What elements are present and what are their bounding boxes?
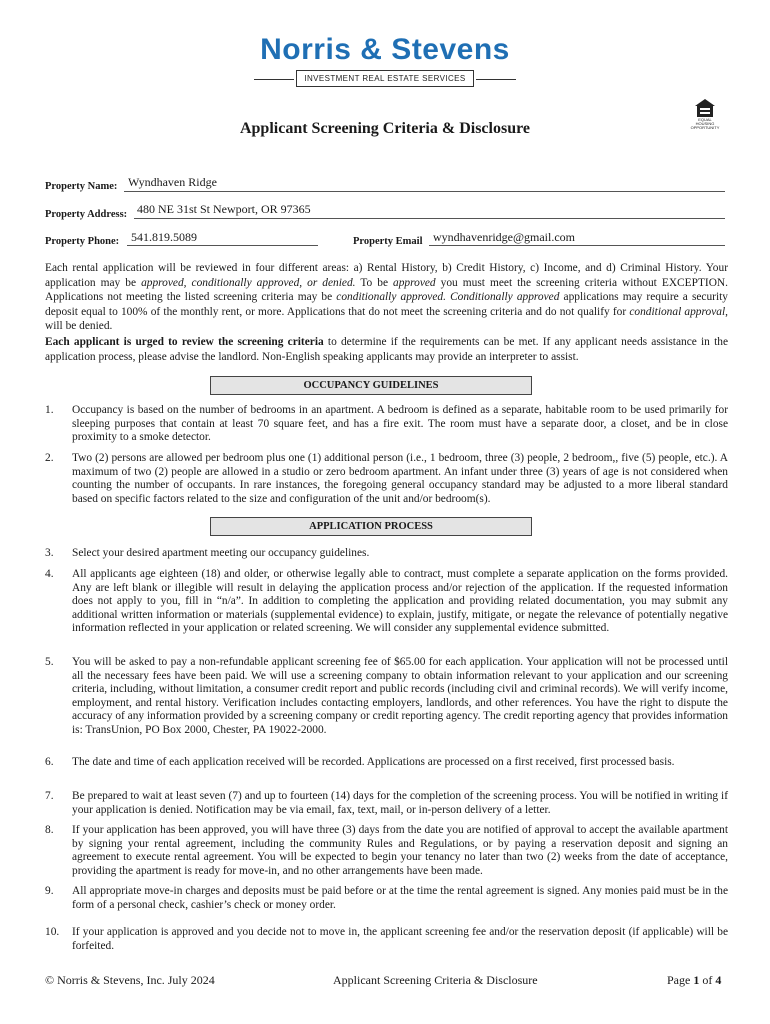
item-text: You will be asked to pay a non-refundable applicant screening fee of $65.00 for each application. Your application will not be processed until all the necessary fees have been paid. We will use a screening company to obtain information relevant to your application and our screening criteria, including, without limitation, a consumer credit report and public records (including civil and criminal records). We will verify income, employment, and rental history. Verification includes contacting employers, landlords, and other references. You have the right to dispute the accuracy of any information provided by a screening company or credit reporting agency. The credit reporting agency that provides information is: TransUnion, PO Box 2000, Chester, PA 19022-2000. [72, 656, 728, 736]
item-text: All applicants age eighteen (18) and older, or otherwise legally able to contract, must complete a separate application on the forms provided. Any are left blank or illegible will result in delaying the application process and/or rejection of the application. If the requested information does not apply to you, fill in “n/a”. In addition to completing the application and providing related documentation, you may submit any additional written information or materials (supplemental evidence) to explain, justify, mitigate, or negate the relevance of potentially negative information reflected in your application or related screening. We will consider any supplemental evidence submitted. [72, 568, 728, 635]
intro-text-5: , will be denied. [45, 305, 728, 333]
logo-rule-right [476, 79, 516, 80]
application-process-header: APPLICATION PROCESS [210, 517, 532, 536]
footer-page-number [667, 973, 721, 988]
page-current: 1 [693, 973, 700, 987]
equal-housing-text-2: OPPORTUNITY [690, 125, 720, 130]
footer-doc-name: Applicant Screening Criteria & Disclosure [333, 973, 538, 987]
item-number: 10. [45, 926, 60, 938]
intro-conditional-term: conditionally approved. Conditionally approved [336, 291, 560, 304]
item-text: All appropriate move-in charges and deposits must be paid before or at the time the rental agreement is signed. Any monies paid must be in the form of a personal check, cashier’s check or money order. [72, 885, 728, 911]
document-title: Applicant Screening Criteria & Disclosure [239, 120, 531, 137]
item-number: 4. [45, 568, 54, 580]
intro-approved-term: approved [393, 276, 436, 289]
item-text: The date and time of each application received will be recorded. Applications are processed on a first received, first processed basis. [72, 756, 675, 768]
page-of: of [699, 973, 716, 987]
company-logo [0, 34, 770, 88]
review-bold-text: Each applicant is urged to review the screening criteria [45, 336, 324, 348]
item-text: If your application has been approved, you will have three (3) days from the date you are notified of approval to accept the available apartment by signing your rental agreement, including the community Rules and Regulations, or by paying a reservation deposit and signing an agreement to execute rental agreement. You will be expected to begin your tenancy no later than two (2) weeks from the date of acceptance, providing the apartment is ready for move-in, and no other arrangements have been made. [72, 824, 728, 877]
intro-text-2: To be [355, 276, 394, 289]
intro-paragraph [45, 261, 728, 334]
property-address-line [134, 218, 725, 219]
property-name-line [124, 191, 725, 192]
property-email-value[interactable]: wyndhavenridge@gmail.com [433, 230, 576, 244]
page-label: Page [667, 973, 694, 987]
intro-text-3: you must meet the screening criteria without EXCEPTION. Applications not meeting the listed screening criteria may be [45, 276, 728, 304]
review-paragraph [45, 335, 728, 364]
property-address-label: Property Address: [45, 209, 128, 220]
house-icon [694, 98, 716, 118]
logo-tagline-row [254, 70, 516, 88]
page-total: 4 [715, 973, 722, 987]
item-number: 9. [45, 885, 54, 897]
item-number: 8. [45, 824, 54, 836]
equal-housing-text-1: EQUAL HOUSING [695, 117, 715, 126]
review-text: to determine if the requirements can be met. If any applicant needs assistance in the application process, please advise the landlord. Non-English speaking applicants may provide an interpreter to assist. [45, 336, 728, 363]
property-email-line [429, 245, 725, 246]
item-number: 1. [45, 404, 54, 416]
item-number: 3. [45, 547, 54, 559]
intro-conditional-approval-term: conditional approval [629, 305, 726, 318]
item-text: Be prepared to wait at least seven (7) and up to fourteen (14) days for the completion of the screening process. You will be notified in writing if your application is denied. Notification may be via email, fax, text, mail, or in-person delivery of a letter. [72, 790, 728, 816]
item-number: 2. [45, 452, 54, 464]
intro-text-4: applications may require a security deposit equal to 100% of the monthly rent, or more. Applications that do not meet the screening criteria and do not qualify for [45, 291, 729, 318]
property-phone-line [127, 245, 318, 246]
property-phone-label: Property Phone: [45, 236, 120, 247]
item-text: Select your desired apartment meeting our occupancy guidelines. [72, 547, 370, 559]
item-number: 5. [45, 656, 54, 668]
property-name-label: Property Name: [45, 181, 118, 192]
property-email-label: Property Email [353, 236, 423, 247]
item-number: 6. [45, 756, 54, 768]
item-text: If your application is approved and you decide not to move in, the applicant screening fee and/or the reservation deposit (if applicable) will be forfeited. [72, 926, 728, 952]
property-phone-value[interactable]: 541.819.5089 [131, 230, 197, 244]
property-name-value[interactable]: Wyndhaven Ridge [128, 175, 217, 189]
intro-approval-terms: approved, conditionally approved, or denied. [141, 276, 356, 289]
occupancy-guidelines-header: OCCUPANCY GUIDELINES [210, 376, 532, 395]
logo-name: Norris & Stevens [260, 33, 510, 66]
intro-text-1: Each rental application will be reviewed in four different areas: a) Rental History, b) Credit History, c) Income, and d) Criminal History. Your application may be [45, 262, 728, 289]
item-text: Two (2) persons are allowed per bedroom plus one (1) additional person (i.e., 1 bedroom, three (3) people, 2 bedroom,, five (5) people, etc.). A maximum of two (2) people are allowed in a studio or zero bedroom apartment. An infant under three (3) years of age is not considered when counting the number of occupants. In rare instances, the foregoing general occupancy standard may be adjusted to a more liberal standard based on specific factors related to the size and configuration of the unit and/or bedroom(s). [72, 452, 728, 505]
logo-rule-left [254, 79, 294, 80]
logo-tagline: INVESTMENT REAL ESTATE SERVICES [296, 70, 474, 87]
footer-copyright: © Norris & Stevens, Inc. July 2024 [45, 973, 215, 987]
property-address-value[interactable]: 480 NE 31st St Newport, OR 97365 [137, 202, 311, 216]
item-text: Occupancy is based on the number of bedrooms in an apartment. A bedroom is defined as a separate, habitable room to be used primarily for sleeping purposes that contain at least 70 square feet, and has a fire exit. The room must have a separate door, a closet, and be in close proximity to a smoke detector. [72, 404, 728, 444]
item-number: 7. [45, 790, 54, 802]
